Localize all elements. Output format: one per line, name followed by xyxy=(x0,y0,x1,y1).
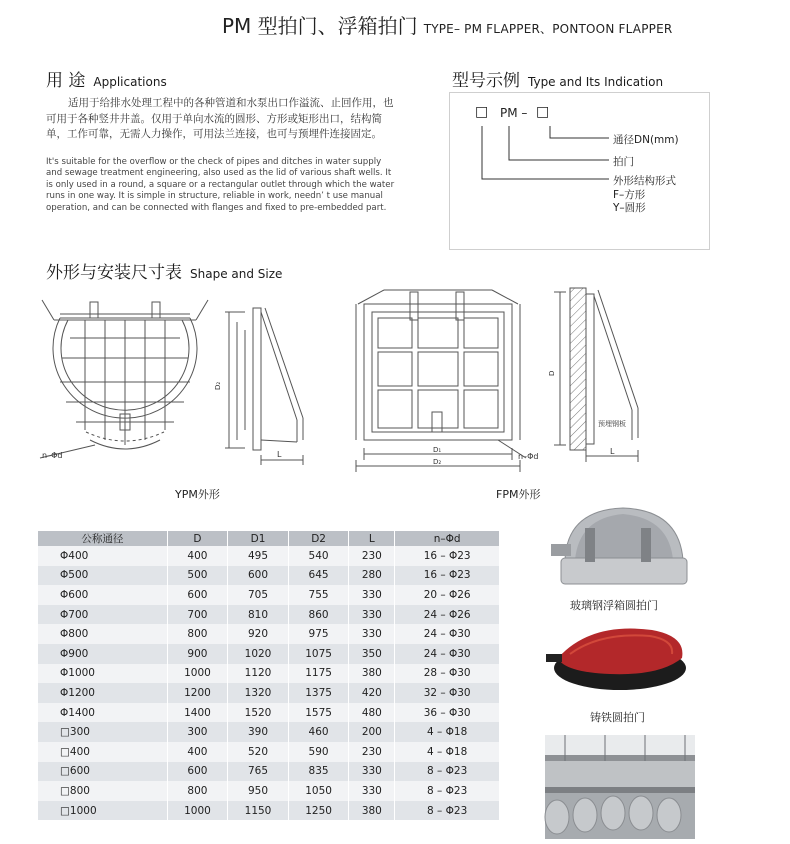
cell-nd: 4 – Φ18 xyxy=(395,742,500,762)
type-legend-dn: 通径DN(mm) xyxy=(613,134,679,146)
ypm-nd-label: n–Φd xyxy=(42,451,63,460)
type-indication-heading-en: Type and Its Indication xyxy=(528,75,664,89)
cell-d1: 495 xyxy=(228,546,289,566)
cell-l: 420 xyxy=(349,683,395,703)
cell-l: 330 xyxy=(349,781,395,801)
cell-d: 600 xyxy=(167,585,228,605)
cell-l: 280 xyxy=(349,566,395,586)
cell-l: 200 xyxy=(349,722,395,742)
cell-d2: 1175 xyxy=(288,664,349,684)
cell-d2: 860 xyxy=(288,605,349,625)
fpm-d1-label: D₁ xyxy=(433,446,442,454)
cell-d: 400 xyxy=(167,742,228,762)
cell-nominal: Φ1200 xyxy=(38,683,167,703)
embed-wall xyxy=(570,288,586,450)
table-row xyxy=(38,683,500,703)
cell-nd: 8 – Φ23 xyxy=(395,801,500,821)
type-legend-f: F–方形 xyxy=(613,189,646,201)
page-title xyxy=(222,10,672,39)
cell-d1: 1150 xyxy=(228,801,289,821)
cell-d1: 1520 xyxy=(228,703,289,723)
cell-nominal: Φ1000 xyxy=(38,664,167,684)
cell-nd: 8 – Φ23 xyxy=(395,781,500,801)
header-l: L xyxy=(349,531,395,546)
cell-d2: 590 xyxy=(288,742,349,762)
cell-d1: 705 xyxy=(228,585,289,605)
fpm-front-drawing xyxy=(348,282,528,477)
cell-d1: 1020 xyxy=(228,644,289,664)
cell-d: 400 xyxy=(167,546,228,566)
cell-nominal: □400 xyxy=(38,742,167,762)
cell-d1: 810 xyxy=(228,605,289,625)
table-row xyxy=(38,722,500,742)
photo-frp-caption: 玻璃钢浮箱圆拍门 xyxy=(570,599,658,612)
cell-nominal: Φ800 xyxy=(38,624,167,644)
applications-heading-zh: 用 途 xyxy=(46,71,86,91)
table-row xyxy=(38,585,500,605)
cell-nominal: Φ600 xyxy=(38,585,167,605)
fpm-l-label: L xyxy=(610,447,615,456)
ypm-caption: YPM外形 xyxy=(175,488,220,501)
header-d1: D1 xyxy=(228,531,289,546)
cell-nominal: □1000 xyxy=(38,801,167,821)
ypm-front-drawing xyxy=(40,290,210,475)
photo-cast-iron-caption: 铸铁圆拍门 xyxy=(590,711,645,724)
cell-d: 1400 xyxy=(167,703,228,723)
fpm-caption: FPM外形 xyxy=(496,488,541,501)
applications-text-en: It's suitable for the overflow or the check of pipes and ditches in water supply and sewage treatment engineering, also used as the lid of various shaft wells. It is only used in a round, a square or a rectangular outlet through which the water runs in one way. It is simple in structure, reliable in work, needn’ t use manual operation, and can be connected with flanges and fixed to pre-embedded part. xyxy=(46,157,395,213)
ypm-side-drawing xyxy=(215,300,315,470)
cell-l: 330 xyxy=(349,762,395,782)
table-row xyxy=(38,664,500,684)
shape-heading-en: Shape and Size xyxy=(190,267,283,281)
cell-nominal: Φ1400 xyxy=(38,703,167,723)
title-en: TYPE– PM FLAPPER、PONTOON FLAPPER xyxy=(423,22,673,36)
table-row xyxy=(38,624,500,644)
cell-d1: 390 xyxy=(228,722,289,742)
table-header-row xyxy=(38,531,500,546)
cell-nd: 32 – Φ30 xyxy=(395,683,500,703)
table-row xyxy=(38,644,500,664)
cell-d1: 765 xyxy=(228,762,289,782)
header-nd: n–Φd xyxy=(395,531,500,546)
type-legend-y: Y–圆形 xyxy=(613,202,646,214)
cell-l: 330 xyxy=(349,605,395,625)
cell-l: 480 xyxy=(349,703,395,723)
cell-nd: 20 – Φ26 xyxy=(395,585,500,605)
cell-l: 330 xyxy=(349,585,395,605)
type-indication-heading-zh: 型号示例 xyxy=(452,71,520,91)
table-row xyxy=(38,742,500,762)
cell-d1: 1320 xyxy=(228,683,289,703)
cell-d: 500 xyxy=(167,566,228,586)
cell-d2: 1375 xyxy=(288,683,349,703)
cell-d1: 600 xyxy=(228,566,289,586)
cell-d1: 920 xyxy=(228,624,289,644)
cell-d2: 1575 xyxy=(288,703,349,723)
type-legend-form: 外形结构形式 xyxy=(613,175,676,187)
cell-l: 230 xyxy=(349,742,395,762)
table-row xyxy=(38,703,500,723)
cell-nd: 24 – Φ26 xyxy=(395,605,500,625)
photo-frp-flapper xyxy=(545,502,695,592)
cell-nd: 24 – Φ30 xyxy=(395,624,500,644)
cell-nominal: Φ400 xyxy=(38,546,167,566)
cell-d1: 1120 xyxy=(228,664,289,684)
cell-nd: 8 – Φ23 xyxy=(395,762,500,782)
type-legend-pm: 拍门 xyxy=(613,156,634,168)
cell-d: 300 xyxy=(167,722,228,742)
cell-d: 800 xyxy=(167,781,228,801)
fpm-nd-label: n–Φd xyxy=(518,452,539,461)
header-d2: D2 xyxy=(288,531,349,546)
cell-d2: 540 xyxy=(288,546,349,566)
spec-table xyxy=(38,531,500,820)
type-code-prefix: □ xyxy=(475,104,489,120)
header-d: D xyxy=(167,531,228,546)
shape-heading xyxy=(46,258,282,283)
cell-l: 330 xyxy=(349,624,395,644)
cell-d2: 1075 xyxy=(288,644,349,664)
cell-nominal: □300 xyxy=(38,722,167,742)
cell-nominal: Φ500 xyxy=(38,566,167,586)
applications-heading-en: Applications xyxy=(93,75,167,89)
table-row xyxy=(38,546,500,566)
cell-l: 230 xyxy=(349,546,395,566)
cell-nominal: Φ900 xyxy=(38,644,167,664)
table-row xyxy=(38,762,500,782)
fpm-embed-label: 预埋钢板 xyxy=(598,420,626,428)
shape-heading-zh: 外形与安装尺寸表 xyxy=(46,263,182,283)
cell-d: 600 xyxy=(167,762,228,782)
fpm-d2-label: D₂ xyxy=(433,458,442,466)
cell-d2: 975 xyxy=(288,624,349,644)
cell-nd: 4 – Φ18 xyxy=(395,722,500,742)
cell-nominal: □800 xyxy=(38,781,167,801)
type-code-suffix: □ xyxy=(536,104,550,120)
cell-l: 350 xyxy=(349,644,395,664)
cell-nominal: □600 xyxy=(38,762,167,782)
fpm-side-drawing xyxy=(540,280,660,465)
cell-d: 1000 xyxy=(167,664,228,684)
cell-d2: 460 xyxy=(288,722,349,742)
type-indication-heading xyxy=(452,66,663,91)
cell-d2: 1050 xyxy=(288,781,349,801)
table-row xyxy=(38,605,500,625)
cell-d: 900 xyxy=(167,644,228,664)
table-row xyxy=(38,566,500,586)
ypm-d2-label: D₂ xyxy=(214,381,222,390)
photo-cast-iron-flapper xyxy=(540,620,690,700)
cell-d1: 520 xyxy=(228,742,289,762)
cell-d: 700 xyxy=(167,605,228,625)
cell-d2: 755 xyxy=(288,585,349,605)
cell-l: 380 xyxy=(349,664,395,684)
cell-nd: 16 – Φ23 xyxy=(395,566,500,586)
cell-nd: 16 – Φ23 xyxy=(395,546,500,566)
cell-nd: 24 – Φ30 xyxy=(395,644,500,664)
ypm-l-label: L xyxy=(277,450,282,459)
table-row xyxy=(38,781,500,801)
type-code-mid: PM – xyxy=(500,106,528,120)
cell-d2: 1250 xyxy=(288,801,349,821)
table-row xyxy=(38,801,500,821)
cell-d: 800 xyxy=(167,624,228,644)
title-zh: PM 型拍门、浮箱拍门 xyxy=(222,14,418,38)
cell-d1: 950 xyxy=(228,781,289,801)
spec-table-body xyxy=(38,546,500,820)
cell-d: 1200 xyxy=(167,683,228,703)
cell-d2: 835 xyxy=(288,762,349,782)
header-nominal: 公称通径 xyxy=(38,531,167,546)
applications-text-zh: 适用于给排水处理工程中的各种管道和水泵出口作溢流、止回作用，也可用于各种竖井井盖。仅用于单向水流的圆形、方形或矩形出口，结构简单，工作可靠，无需人力操作，可用法兰连接，也可与预埋件连接固定。 xyxy=(46,97,394,140)
cell-d: 1000 xyxy=(167,801,228,821)
fpm-side-d-label: D xyxy=(548,370,556,376)
cell-nd: 28 – Φ30 xyxy=(395,664,500,684)
applications-heading xyxy=(46,66,167,91)
cell-d2: 645 xyxy=(288,566,349,586)
cell-nominal: Φ700 xyxy=(38,605,167,625)
cell-nd: 36 – Φ30 xyxy=(395,703,500,723)
photo-installation-site xyxy=(545,735,695,839)
type-indication-lines xyxy=(449,92,709,249)
cell-l: 380 xyxy=(349,801,395,821)
